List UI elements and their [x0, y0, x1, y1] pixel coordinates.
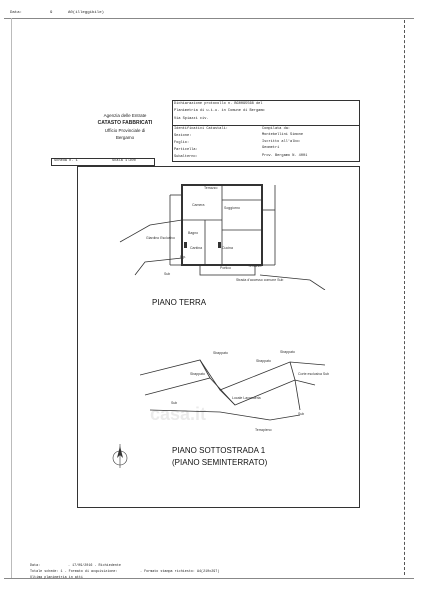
- label-cellar: Cantina: [190, 246, 203, 250]
- label-basement-sub: Sub: [171, 401, 178, 405]
- watermark: casa.it: [150, 404, 207, 424]
- register-label: Iscritto all'albo:: [262, 140, 301, 144]
- label-bathroom: Bagno: [188, 231, 199, 235]
- document-code: A0(illeggibile): [68, 11, 105, 15]
- label-kitchen: Cucina: [222, 246, 233, 250]
- compiled-by-name: Montebellini Simone: [262, 133, 303, 137]
- label-garden: Giardino Esclusivo: [146, 236, 175, 240]
- ident-section: Sezione:: [174, 134, 192, 138]
- compass-icon: [110, 442, 130, 470]
- label-porch: Portico: [220, 266, 231, 270]
- date-label: Data:: [10, 11, 23, 15]
- right-dashed-border: [404, 20, 405, 575]
- label-access-road: Strada d'accesso comune Sub: [236, 278, 284, 282]
- scheda-label: Scheda n. 1: [54, 159, 78, 163]
- footer-format: Totale schede: 1 - Formato di acquisizione:: [30, 570, 118, 574]
- label-small-terrace: Terrazzo: [248, 264, 262, 268]
- register-type: Geometri: [262, 146, 280, 150]
- ident-subaltern: Subalterno:: [174, 155, 198, 159]
- compiled-by-label: Compilata da:: [262, 127, 291, 131]
- footer-date-label: Data:: [30, 564, 41, 568]
- label-basement-sub-2: Sub: [298, 412, 305, 416]
- office-province: Ufficio Provinciale di: [104, 128, 146, 133]
- footer-requester: - 17/09/2016 - Richiedente: [68, 564, 121, 568]
- sheet-number: 9: [50, 11, 53, 15]
- ground-floor-title: PIANO TERRA: [152, 298, 207, 307]
- label-living: Soggiorno: [224, 206, 240, 210]
- label-bedroom: Camera: [192, 203, 205, 207]
- label-embankment: Terrapieno: [255, 428, 272, 432]
- label-sbappato-3: Sbappato: [190, 372, 205, 376]
- planimetry-line: Planimetria di u.i.u. in Comune di Bergamo: [174, 109, 265, 113]
- cadastre-title: CATASTO FABBRICATI: [97, 120, 153, 126]
- address-line: Via Spiazzi civ.: [174, 117, 209, 121]
- office-city: Bergamo: [115, 135, 135, 140]
- ident-parcel: Particella:: [174, 148, 198, 152]
- label-storage: Rip.: [180, 255, 187, 259]
- label-sbappato-1: Sbappato: [213, 351, 228, 355]
- label-courtyard: Corte esclusiva Sub: [298, 372, 330, 376]
- label-laundry: Locale Lavanderia: [232, 396, 261, 400]
- footer-last-plan: Ultima planimetria in atti: [30, 576, 83, 580]
- label-sbappato-2: Sbappato: [256, 359, 271, 363]
- basement-title: PIANO SOTTOSTRADA 1: [172, 446, 266, 455]
- agency-name: Agenzia delle Entrate: [103, 113, 147, 118]
- office-block: [70, 113, 180, 140]
- left-margin-line: [11, 18, 12, 578]
- label-terrace: Terrazzo: [204, 186, 218, 190]
- scale-label: Scala 1:200: [112, 159, 136, 163]
- register-province: Prov. Bergamo N. 4001: [262, 154, 308, 158]
- top-rule: [4, 18, 414, 19]
- header-divider: [172, 125, 360, 126]
- protocol-line: Dichiarazione protocollo n. BG0095568 del: [174, 102, 263, 106]
- ground-floor-plan: [110, 180, 330, 290]
- ident-title: Identificativi Catastali:: [174, 127, 228, 131]
- label-sbappato-4: Sbappato: [280, 350, 295, 354]
- basement-subtitle: (PIANO SEMINTERRATO): [172, 458, 268, 467]
- label-sub: Sub: [164, 272, 171, 276]
- footer-print-format: - Formato stampa richiesto: A4(210x297): [140, 570, 220, 574]
- ident-sheet: Foglio:: [174, 141, 190, 145]
